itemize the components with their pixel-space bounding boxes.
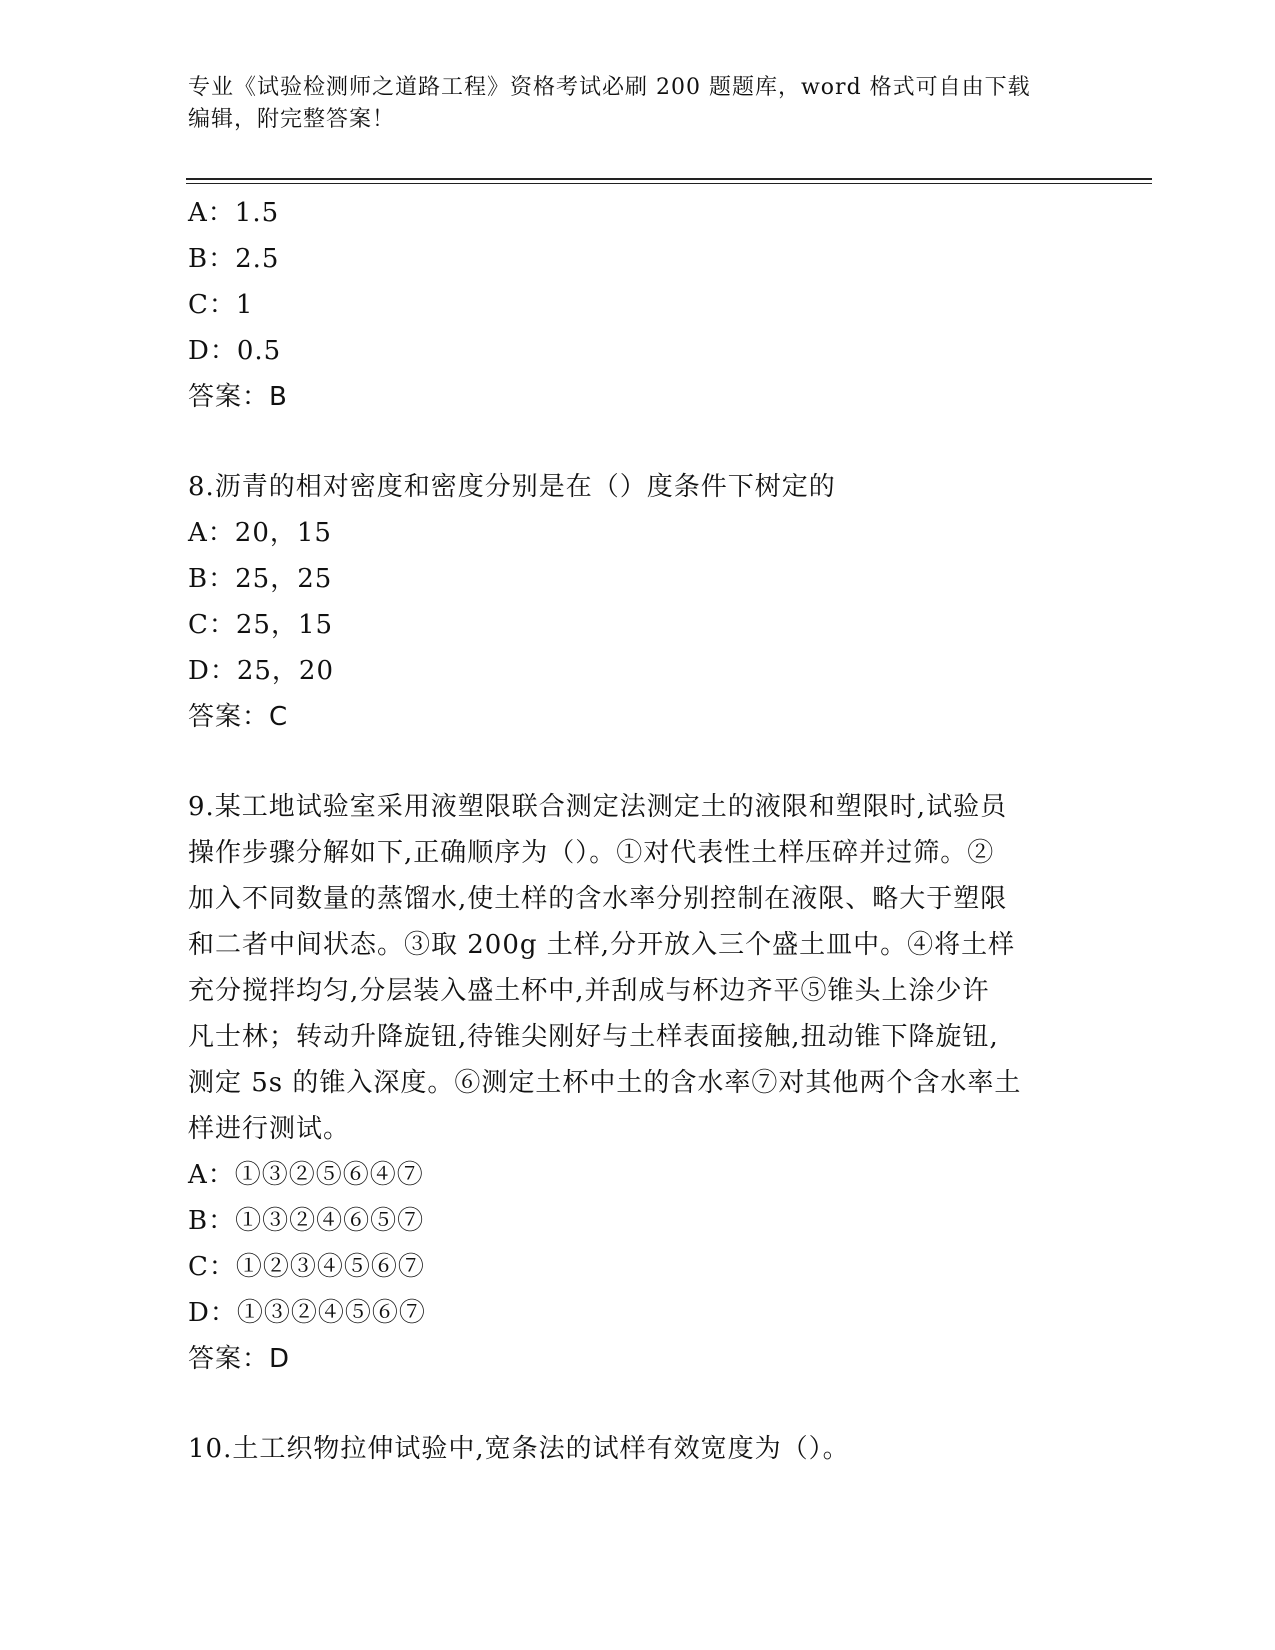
option-c: C：1 [188, 290, 254, 320]
spacer [188, 1382, 1088, 1426]
option-d: D：25，20 [188, 656, 335, 686]
header-line-2: 编辑，附完整答案！ [188, 107, 396, 132]
question-text-line: 加入不同数量的蒸馏水,使土样的含水率分别控制在液限、略大于塑限 [188, 884, 1008, 914]
header-line-1: 专业《试验检测师之道路工程》资格考试必刷 200 题题库，word 格式可自由下载 [188, 75, 1031, 100]
question-text-line: 操作步骤分解如下,正确顺序为（）。①对代表性土样压碎并过筛。② [188, 838, 995, 868]
option-b: B：①③②④⑥⑤⑦ [188, 1206, 425, 1236]
question-7-block [188, 190, 1088, 420]
option-c: C：25，15 [188, 610, 334, 640]
question-text-line: 和二者中间状态。③取 200g 土样,分开放入三个盛土皿中。④将土样 [188, 930, 1016, 960]
answer: 答案：B [188, 382, 288, 412]
header-rule-thick [186, 178, 1152, 180]
option-d: D：0.5 [188, 336, 282, 366]
question-text-line: 样进行测试。 [188, 1114, 351, 1144]
question-text-line: 充分搅拌均匀,分层装入盛土杯中,并刮成与杯边齐平⑤锥头上涂少许 [188, 976, 990, 1006]
document-body [188, 190, 1088, 1472]
document-header [188, 72, 1088, 136]
header-rule-thin [186, 183, 1152, 184]
option-a: A：20，15 [188, 518, 332, 548]
question-10-block [188, 1426, 1088, 1472]
option-a: A：①③②⑤⑥④⑦ [188, 1160, 424, 1190]
question-text: 8.沥青的相对密度和密度分别是在（）度条件下树定的 [188, 472, 836, 502]
question-text-line: 凡士林；转动升降旋钮,待锥尖刚好与土样表面接触,扭动锥下降旋钮, [188, 1022, 999, 1052]
option-b: B：25，25 [188, 564, 333, 594]
answer: 答案：C [188, 702, 289, 732]
spacer [188, 420, 1088, 464]
option-d: D：①③②④⑤⑥⑦ [188, 1298, 426, 1328]
option-a: A：1.5 [188, 198, 280, 228]
question-text: 10.土工织物拉伸试验中,宽条法的试样有效宽度为（）。 [188, 1434, 850, 1464]
answer: 答案：D [188, 1344, 291, 1374]
question-text-line: 9.某工地试验室采用液塑限联合测定法测定土的液限和塑限时,试验员 [188, 792, 1008, 822]
spacer [188, 740, 1088, 784]
question-text-line: 测定 5s 的锥入深度。⑥测定土杯中土的含水率⑦对其他两个含水率土 [188, 1068, 1022, 1098]
option-b: B：2.5 [188, 244, 280, 274]
question-8-block [188, 464, 1088, 740]
option-c: C：①②③④⑤⑥⑦ [188, 1252, 425, 1282]
question-9-block [188, 784, 1088, 1382]
